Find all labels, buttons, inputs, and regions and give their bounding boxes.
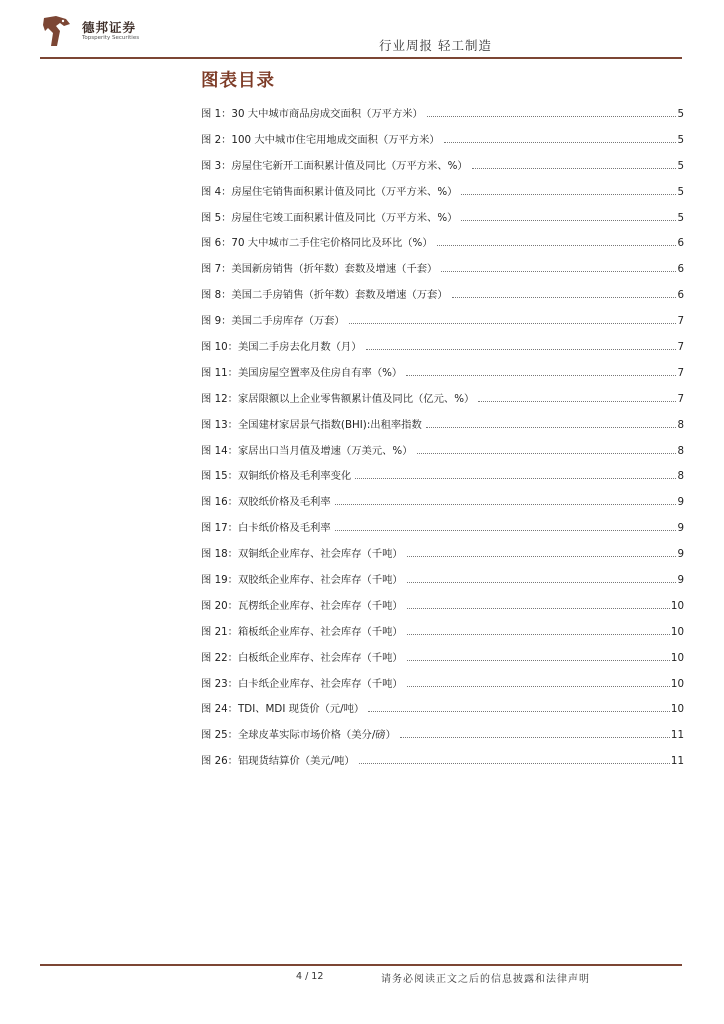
toc-dot-leader xyxy=(472,168,677,169)
page-number: 4 / 12 xyxy=(296,971,324,982)
toc-entry-page: 10 xyxy=(670,677,684,690)
toc-entry-page: 11 xyxy=(670,755,684,768)
toc-entry-page: 5 xyxy=(677,159,684,172)
toc-dot-leader xyxy=(407,686,670,687)
legal-disclaimer: 请务必阅读正文之后的信息披露和法律声明 xyxy=(381,974,590,985)
toc-dot-leader xyxy=(452,297,677,298)
toc-dot-leader xyxy=(349,323,677,324)
toc-entry-page: 5 xyxy=(677,211,684,224)
toc-dot-leader xyxy=(368,711,670,712)
toc-entry-page: 8 xyxy=(677,444,684,457)
toc-entry-label: 图 18：双铜纸企业库存、社会库存（千吨） xyxy=(201,548,403,561)
toc-entry[interactable] xyxy=(201,416,684,442)
toc-entry[interactable] xyxy=(201,260,684,286)
toc-entry-label: 图 6：70 大中城市二手住宅价格同比及环比（%） xyxy=(201,237,433,250)
toc-entry-label: 图 4：房屋住宅销售面积累计值及同比（万平方米、%） xyxy=(201,185,458,198)
toc-entry[interactable] xyxy=(201,157,684,183)
toc-dot-leader xyxy=(427,116,677,117)
header-divider xyxy=(40,57,682,59)
toc-entry-page: 9 xyxy=(677,496,684,509)
toc-entry[interactable] xyxy=(201,649,684,675)
toc-entry-label: 图 15：双铜纸价格及毛利率变化 xyxy=(201,470,352,483)
toc-entry[interactable] xyxy=(201,623,684,649)
brand-english-name: Topsperity Securities xyxy=(82,35,140,41)
toc-entry-label: 图 1：30 大中城市商品房成交面积（万平方米） xyxy=(201,108,423,120)
toc-entry-page: 5 xyxy=(677,133,684,146)
toc-entry-label: 图 13：全国建材家居景气指数(BHI):出租率指数 xyxy=(201,418,422,431)
toc-entry-label: 图 26：铝现货结算价（美元/吨） xyxy=(201,755,355,768)
toc-entry-label: 图 20：瓦楞纸企业库存、社会库存（千吨） xyxy=(201,599,403,612)
toc-entry-label: 图 5：房屋住宅竣工面积累计值及同比（万平方米、%） xyxy=(201,211,458,224)
toc-entry[interactable] xyxy=(201,312,684,338)
toc-entry-label: 图 7：美国新房销售（折年数）套数及增速（千套） xyxy=(201,263,438,276)
toc-entry-page: 10 xyxy=(670,651,684,664)
toc-dot-leader xyxy=(406,375,676,376)
toc-dot-leader xyxy=(355,478,676,479)
toc-dot-leader xyxy=(366,349,677,350)
toc-entry[interactable] xyxy=(201,209,684,235)
toc-entry-label: 图 10：美国二手房去化月数（月） xyxy=(201,341,362,354)
toc-dot-leader xyxy=(461,220,676,221)
toc-entry-label: 图 9：美国二手房库存（万套） xyxy=(201,315,345,328)
toc-entry-page: 10 xyxy=(670,599,684,612)
toc-entry-label: 图 19：双胶纸企业库存、社会库存（千吨） xyxy=(201,574,403,587)
toc-entry-page: 9 xyxy=(677,548,684,561)
toc-entry-page: 8 xyxy=(677,470,684,483)
toc-entry-page: 7 xyxy=(677,315,684,328)
toc-entry[interactable] xyxy=(201,726,684,752)
toc-dot-leader xyxy=(407,582,677,583)
toc-entry-page: 8 xyxy=(677,418,684,431)
toc-dot-leader xyxy=(437,245,677,246)
dragon-logo-icon xyxy=(42,14,72,48)
toc-dot-leader xyxy=(444,142,677,143)
toc-entry[interactable] xyxy=(201,364,684,390)
toc-dot-leader xyxy=(441,271,676,272)
toc-title: 图表目录 xyxy=(201,71,275,91)
toc-entry-page: 6 xyxy=(677,289,684,302)
toc-entry[interactable] xyxy=(201,700,684,726)
page-header xyxy=(0,0,724,60)
toc-entry-page: 7 xyxy=(677,392,684,405)
toc-dot-leader xyxy=(407,660,670,661)
toc-entry-page: 9 xyxy=(677,522,684,535)
brand-name: 德邦证券 xyxy=(82,20,137,35)
toc-entry-label: 图 23：白卡纸企业库存、社会库存（千吨） xyxy=(201,677,403,690)
toc-entry[interactable] xyxy=(201,597,684,623)
toc-entry-label: 图 14：家居出口当月值及增速（万美元、%） xyxy=(201,444,413,457)
toc-list xyxy=(201,105,684,778)
toc-entry-label: 图 21：箱板纸企业库存、社会库存（千吨） xyxy=(201,625,403,638)
toc-entry[interactable] xyxy=(201,571,684,597)
toc-entry-page: 5 xyxy=(677,185,684,198)
toc-entry-label: 图 24：TDI、MDI 现货价（元/吨） xyxy=(201,703,365,716)
toc-entry-page: 10 xyxy=(670,625,684,638)
toc-dot-leader xyxy=(335,530,677,531)
toc-entry-page: 6 xyxy=(677,263,684,276)
toc-entry-label: 图 17：白卡纸价格及毛利率 xyxy=(201,522,331,535)
toc-dot-leader xyxy=(407,556,677,557)
toc-entry[interactable] xyxy=(201,286,684,312)
toc-dot-leader xyxy=(478,401,676,402)
toc-entry-label: 图 16：双胶纸价格及毛利率 xyxy=(201,496,331,509)
toc-entry-page: 10 xyxy=(670,703,684,716)
toc-dot-leader xyxy=(461,194,676,195)
toc-dot-leader xyxy=(407,608,670,609)
toc-entry-page: 9 xyxy=(677,574,684,587)
toc-entry[interactable] xyxy=(201,183,684,209)
toc-entry-label: 图 8：美国二手房销售（折年数）套数及增速（万套） xyxy=(201,289,448,302)
toc-dot-leader xyxy=(359,763,670,764)
toc-entry-page: 5 xyxy=(677,108,684,120)
toc-entry[interactable] xyxy=(201,493,684,519)
toc-entry[interactable] xyxy=(201,338,684,364)
toc-entry-label: 图 11：美国房屋空置率及住房自有率（%） xyxy=(201,366,403,379)
toc-dot-leader xyxy=(417,453,677,454)
toc-entry-label: 图 2：100 大中城市住宅用地成交面积（万平方米） xyxy=(201,133,440,146)
toc-entry[interactable] xyxy=(201,519,684,545)
toc-dot-leader xyxy=(426,427,677,428)
toc-entry-label: 图 25：全球皮革实际市场价格（美分/磅） xyxy=(201,729,396,742)
toc-entry-page: 6 xyxy=(677,237,684,250)
toc-entry-label: 图 12：家居限额以上企业零售额累计值及同比（亿元、%） xyxy=(201,392,475,405)
toc-entry-label: 图 22：白板纸企业库存、社会库存（千吨） xyxy=(201,651,403,664)
toc-dot-leader xyxy=(400,737,670,738)
toc-entry[interactable] xyxy=(201,545,684,571)
toc-entry-page: 11 xyxy=(670,729,684,742)
toc-dot-leader xyxy=(407,634,670,635)
toc-entry-page: 7 xyxy=(677,341,684,354)
toc-entry[interactable] xyxy=(201,442,684,468)
toc-entry-page: 7 xyxy=(677,366,684,379)
toc-dot-leader xyxy=(335,504,677,505)
toc-entry[interactable] xyxy=(201,675,684,701)
toc-entry-label: 图 3：房屋住宅新开工面积累计值及同比（万平方米、%） xyxy=(201,159,468,172)
toc-entry[interactable] xyxy=(201,234,684,260)
report-category: 行业周报 轻工制造 xyxy=(379,38,492,53)
toc-entry[interactable] xyxy=(201,467,684,493)
toc-entry[interactable] xyxy=(201,105,684,131)
toc-entry[interactable] xyxy=(201,752,684,778)
toc-entry[interactable] xyxy=(201,131,684,157)
footer-divider xyxy=(40,964,682,966)
toc-entry[interactable] xyxy=(201,390,684,416)
